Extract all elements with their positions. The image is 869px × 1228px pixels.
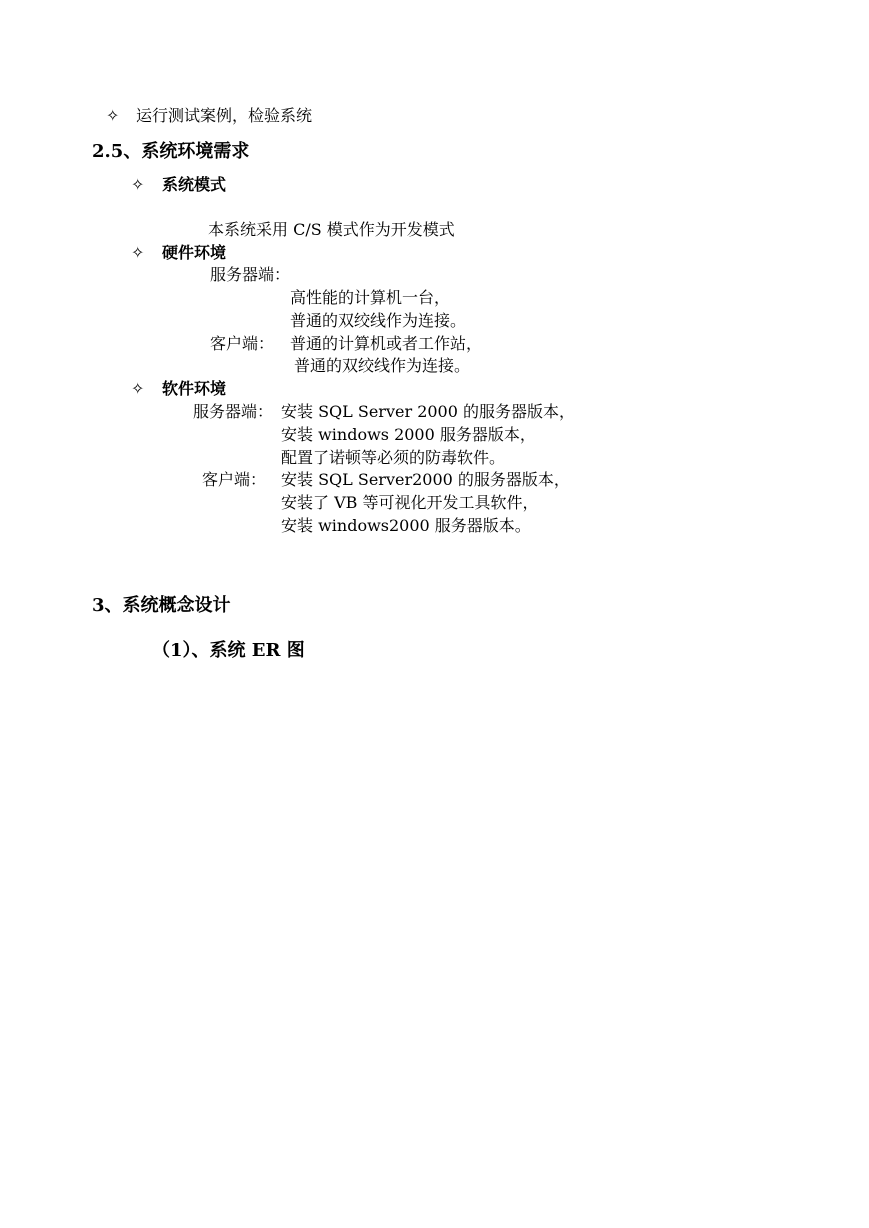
software-server-line: 安装 SQL Server 2000 的服务器版本， [281, 402, 576, 421]
bullet-icon: ✧ [106, 106, 120, 125]
software-client-label: 客户端： [202, 470, 267, 489]
software-title: 软件环境 [162, 379, 227, 398]
system-mode-text: 本系统采用 C/S 模式作为开发模式 [208, 220, 455, 239]
software-client-line: 安装 windows2000 服务器版本。 [281, 516, 531, 535]
bullet-icon: ✧ [131, 243, 145, 262]
hardware-client-line: 普通的双绞线作为连接。 [294, 356, 471, 375]
hardware-server-label: 服务器端： [210, 265, 291, 284]
software-client-line: 安装了 VB 等可视化开发工具软件， [281, 493, 539, 512]
software-server-line: 安装 windows 2000 服务器版本， [281, 425, 536, 444]
section-heading-2-5: 2.5、系统环境需求 [92, 141, 250, 162]
hardware-client-label: 客户端： [210, 334, 275, 353]
software-client-line: 安装 SQL Server2000 的服务器版本， [281, 470, 570, 489]
software-server-label: 服务器端： [193, 402, 274, 421]
top-item-text: 运行测试案例，检验系统 [136, 106, 313, 125]
bullet-icon: ✧ [131, 175, 145, 194]
hardware-server-line: 普通的双绞线作为连接。 [290, 311, 467, 330]
bullet-icon: ✧ [131, 379, 145, 398]
system-mode-title: 系统模式 [162, 175, 227, 194]
section-subheading-er: （1）、系统 ER 图 [152, 640, 305, 661]
section-heading-3: 3、系统概念设计 [92, 595, 231, 616]
hardware-client-line: 普通的计算机或者工作站， [290, 334, 483, 353]
hardware-server-line: 高性能的计算机一台， [290, 288, 451, 307]
software-server-line: 配置了诺顿等必须的防毒软件。 [281, 448, 506, 467]
hardware-title: 硬件环境 [162, 243, 227, 262]
